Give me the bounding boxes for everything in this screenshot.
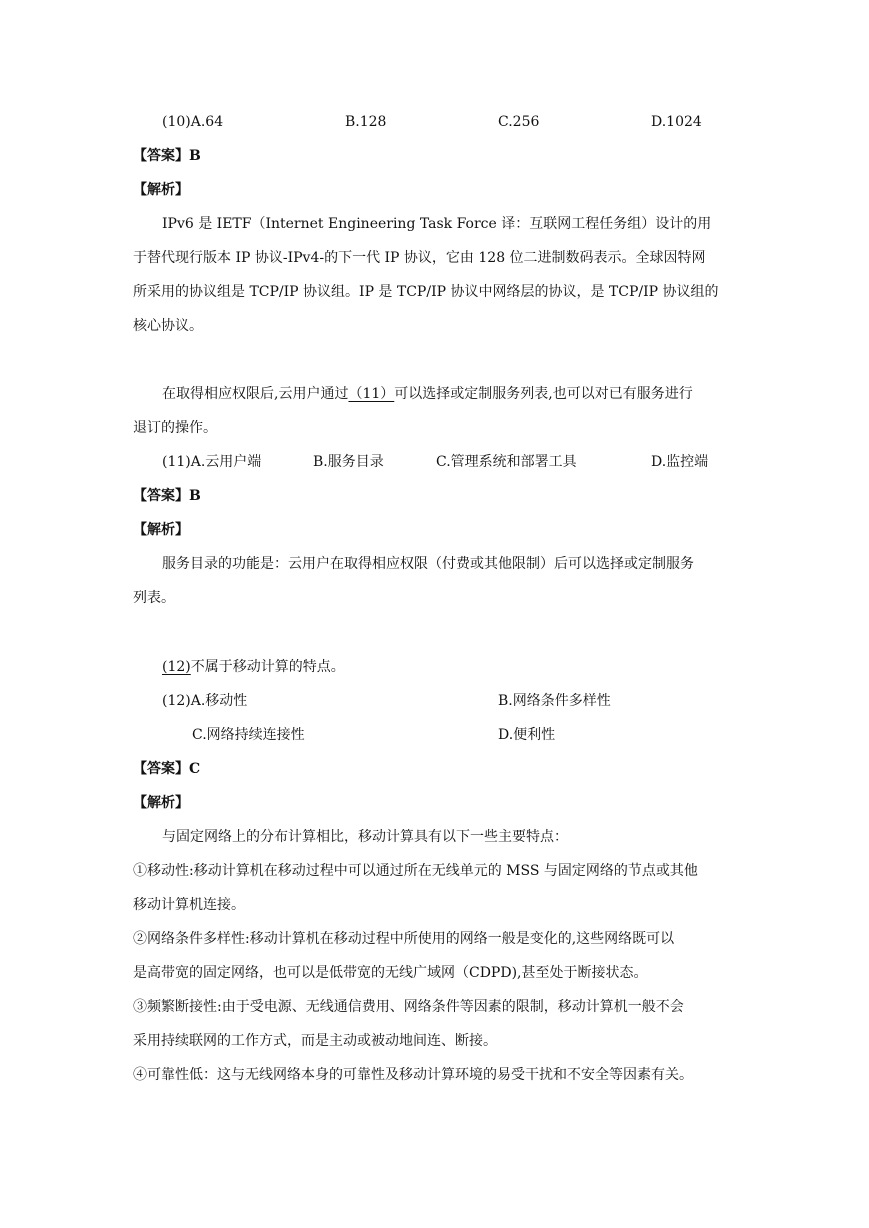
q12-analysis-line: ③频繁断接性:由于受电源、无线通信费用、网络条件等因素的限制，移动计算机一般不会 bbox=[133, 999, 684, 1015]
q10-analysis-heading: 【解析】 bbox=[133, 182, 189, 198]
q11-analysis-line: 列表。 bbox=[133, 590, 175, 606]
q10-answer: 【答案】B bbox=[133, 148, 201, 164]
q11-stem bbox=[162, 384, 693, 404]
q10-analysis-line: 所采用的协议组是 TCP/IP 协议组。IP 是 TCP/IP 协议中网络层的协议，是 TCP/IP 协议组的 bbox=[133, 284, 719, 300]
q12-blank: (12) bbox=[162, 659, 191, 675]
q11-analysis-line: 服务目录的功能是：云用户在取得相应权限（付费或其他限制）后可以选择或定制服务 bbox=[162, 556, 694, 572]
q10-option-c: C.256 bbox=[498, 114, 540, 130]
q11-option-a: (11)A.云用户端 bbox=[162, 454, 262, 470]
q12-analysis-line: 是高带宽的固定网络，也可以是低带宽的无线广域网（CDPD),甚至处于断接状态。 bbox=[133, 965, 648, 981]
q10-analysis-line: IPv6 是 IETF（Internet Engineering Task Force 译：互联网工程任务组）设计的用 bbox=[162, 216, 712, 232]
q12-analysis-line: ④可靠性低：这与无线网络本身的可靠性及移动计算环境的易受干扰和不安全等因素有关。 bbox=[133, 1067, 693, 1083]
q11-option-b: B.服务目录 bbox=[313, 454, 384, 470]
q12-stem bbox=[162, 657, 345, 677]
q11-analysis-heading: 【解析】 bbox=[133, 522, 189, 538]
q12-option-c: C.网络持续连接性 bbox=[192, 727, 305, 743]
q12-analysis-line: 采用持续联网的工作方式，而是主动或被动地间连、断接。 bbox=[133, 1033, 497, 1049]
q10-analysis-line: 于替代现行版本 IP 协议-IPv4-的下一代 IP 协议，它由 128 位二进制数码表示。全球因特网 bbox=[133, 250, 706, 266]
q11-stem-before: 在取得相应权限后,云用户通过 bbox=[162, 386, 349, 402]
q11-stem-after: 可以选择或定制服务列表,也可以对已有服务进行 bbox=[394, 386, 693, 402]
q11-blank: （11） bbox=[348, 386, 395, 402]
q11-option-d: D.监控端 bbox=[651, 454, 709, 470]
q12-option-a: (12)A.移动性 bbox=[162, 693, 248, 709]
q11-stem-line2: 退订的操作。 bbox=[133, 420, 217, 436]
q12-option-d: D.便利性 bbox=[498, 727, 556, 743]
q10-option-b: B.128 bbox=[345, 114, 387, 130]
q12-analysis-line: ①移动性:移动计算机在移动过程中可以通过所在无线单元的 MSS 与固定网络的节点或其他 bbox=[133, 863, 698, 879]
q12-analysis-line: 与固定网络上的分布计算相比，移动计算具有以下一些主要特点： bbox=[162, 829, 568, 845]
q10-analysis-line: 核心协议。 bbox=[133, 318, 203, 334]
q12-answer: 【答案】C bbox=[133, 761, 201, 777]
q12-stem-after: 不属于移动计算的特点。 bbox=[190, 659, 345, 675]
q12-analysis-heading: 【解析】 bbox=[133, 795, 189, 811]
q11-option-c: C.管理系统和部署工具 bbox=[436, 454, 577, 470]
q12-analysis-line: ②网络条件多样性:移动计算机在移动过程中所使用的网络一般是变化的,这些网络既可以 bbox=[133, 931, 675, 947]
q12-analysis-line: 移动计算机连接。 bbox=[133, 897, 245, 913]
q10-option-a: (10)A.64 bbox=[162, 114, 224, 130]
q12-option-b: B.网络条件多样性 bbox=[498, 693, 611, 709]
q10-option-d: D.1024 bbox=[651, 114, 702, 130]
q11-answer: 【答案】B bbox=[133, 488, 201, 504]
